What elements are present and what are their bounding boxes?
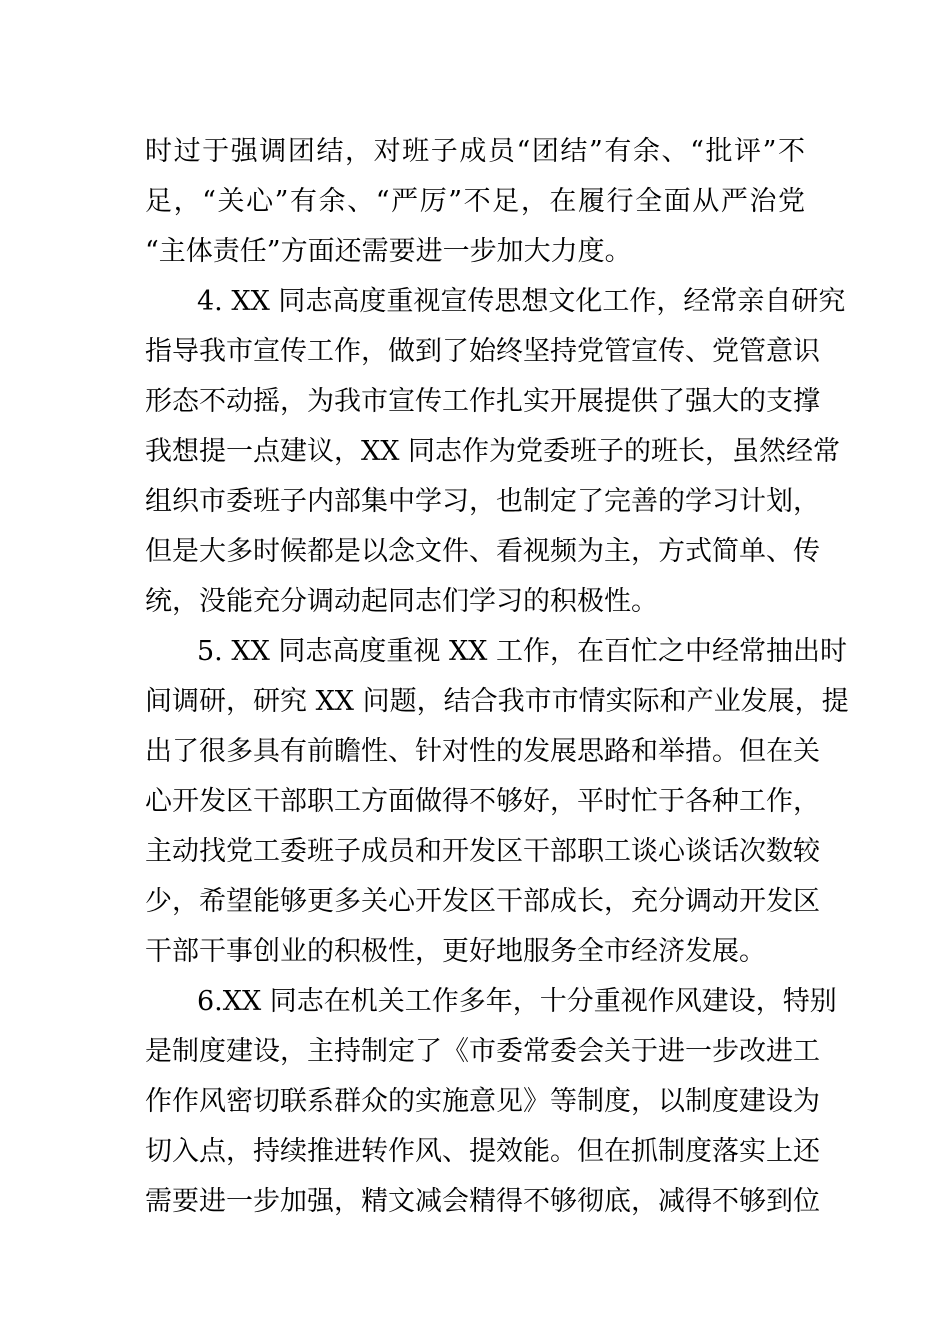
paragraph-5-first-line: 5. XX 同志高度重视 XX 工作，在百忙之中经常抽出时	[197, 636, 847, 667]
text-line: 少，希望能够更多关心开发区干部成长，充分调动开发区	[145, 886, 820, 917]
text-line: “主体责任”方面还需要进一步加大力度。	[145, 236, 632, 267]
text-line: 心开发区干部职工方面做得不够好，平时忙于各种工作，	[145, 786, 820, 817]
text-line: 形态不动摇，为我市宣传工作扎实开展提供了强大的支撑	[145, 386, 820, 417]
text-line: 作作风密切联系群众的实施意见》等制度，以制度建设为	[145, 1086, 820, 1117]
text-line: 但是大多时候都是以念文件、看视频为主，方式简单、传	[145, 536, 820, 567]
paragraph-6-first-line: 6.XX 同志在机关工作多年，十分重视作风建设，特别	[197, 986, 837, 1017]
text-line: 是制度建设，主持制定了《市委常委会关于进一步改进工	[145, 1036, 820, 1067]
text-line: 我想提一点建议，XX 同志作为党委班子的班长，虽然经常	[145, 436, 841, 467]
text-line: 统，没能充分调动起同志们学习的积极性。	[145, 586, 658, 617]
text-line: 间调研，研究 XX 问题，结合我市市情实际和产业发展，提	[145, 686, 849, 717]
text-line: 时过于强调团结，对班子成员“团结”有余、“批评”不	[145, 136, 805, 167]
paragraph-4-first-line: 4. XX 同志高度重视宣传思想文化工作，经常亲自研究	[197, 286, 846, 317]
text-line: 干部干事创业的积极性，更好地服务全市经济发展。	[145, 936, 766, 967]
text-line: 出了很多具有前瞻性、针对性的发展思路和举措。但在关	[145, 736, 820, 767]
text-line: 足，“关心”有余、“严厉”不足，在履行全面从严治党	[145, 186, 805, 217]
text-line: 主动找党工委班子成员和开发区干部职工谈心谈话次数较	[145, 836, 820, 867]
text-line: 需要进一步加强，精文减会精得不够彻底，减得不够到位	[145, 1186, 820, 1217]
text-line: 切入点，持续推进转作风、提效能。但在抓制度落实上还	[145, 1136, 820, 1167]
text-line: 组织市委班子内部集中学习，也制定了完善的学习计划，	[145, 486, 820, 517]
text-line: 指导我市宣传工作，做到了始终坚持党管宣传、党管意识	[145, 336, 820, 367]
